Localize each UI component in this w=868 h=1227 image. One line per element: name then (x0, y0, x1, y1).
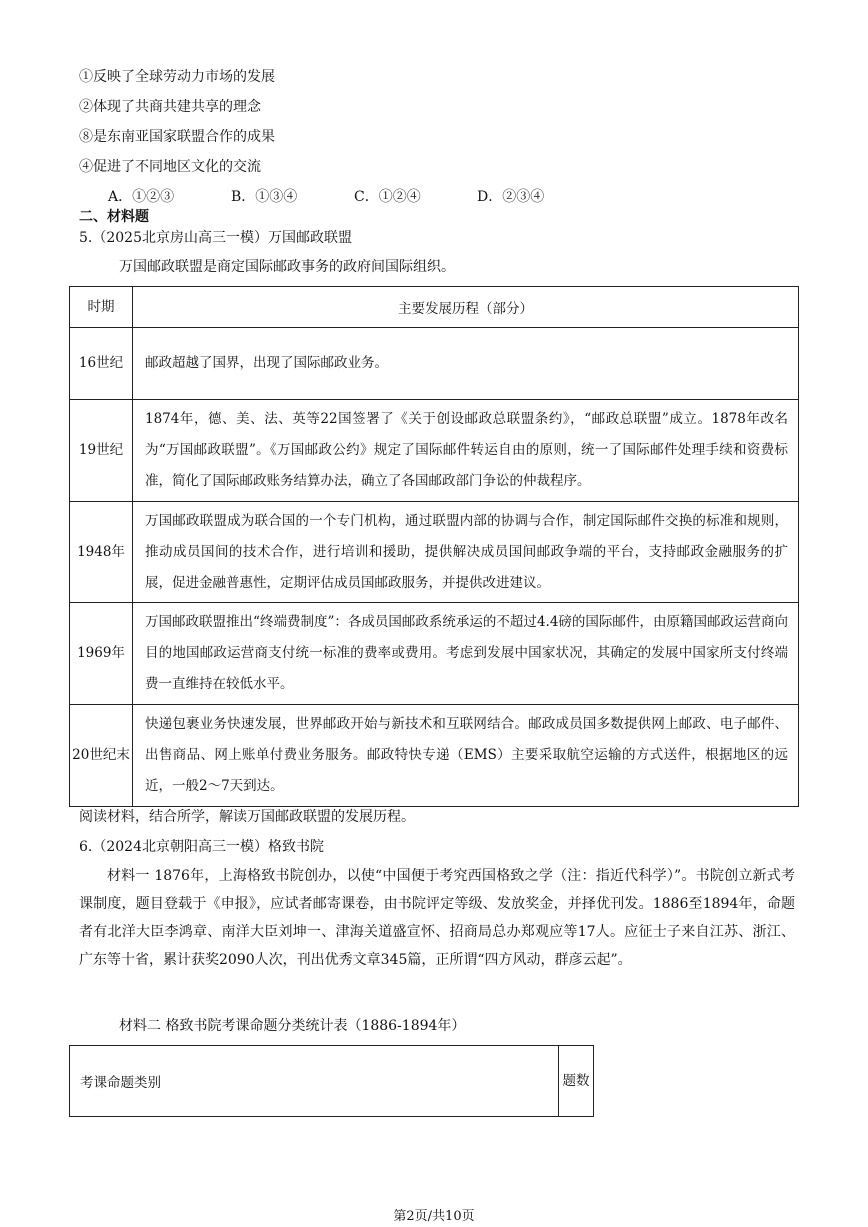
page-footer: 第2页/共10页 (393, 1209, 475, 1224)
material-one-text: 材料一 1876年，上海格致书院创办，以使“中国便于考究西国格致之学（注：指近代科学）”。书院创立新式考课制度，题目登载于《申报》，应试者邮寄课卷，由书院评定等级、发放奖金，并择优刊发。1886至1894年，命题者有北洋大臣李鸿章、南洋大臣刘坤一、津海关道盛宣怀、招商局总办郑观应等17人。应征士子来自江苏、浙江、广东等十省，累计获奖2090人次，刊出优秀文章345篇，正所谓“四方风动，群彦云起”。 (79, 868, 795, 968)
option-a[interactable]: A．①②③ (108, 189, 175, 205)
table-row (70, 502, 799, 603)
header-history: 主要发展历程（部分） (133, 287, 799, 328)
table-row (70, 705, 799, 807)
table-row (70, 328, 799, 400)
q6-title: 6.（2024北京朝阳高三一模）格致书院 (79, 839, 324, 855)
statement-4: ④促进了不同地区文化的交流 (79, 159, 261, 175)
statement-2: ②体现了共商共建共享的理念 (79, 99, 261, 115)
q6-material-one (79, 862, 795, 974)
statement-1: ①反映了全球劳动力市场的发展 (79, 69, 275, 85)
history-cell: 邮政超越了国界，出现了国际邮政业务。 (133, 328, 799, 400)
table-header-row (70, 1046, 594, 1117)
q5-intro: 万国邮政联盟是商定国际邮政事务的政府间国际组织。 (119, 259, 455, 275)
q6-material-two-title: 材料二 格致书院考课命题分类统计表（1886-1894年） (119, 1018, 466, 1034)
q5-prompt: 阅读材料，结合所学，解读万国邮政联盟的发展历程。 (79, 809, 415, 825)
header-period: 时期 (70, 287, 133, 328)
history-cell: 1874年，德、美、法、英等22国签署了《关于创设邮政总联盟条约》，“邮政总联盟”成立。1878年改名为“万国邮政联盟”。《万国邮政公约》规定了国际邮件转运自由的原则，统一了国际邮件处理手续和资费标准，简化了国际邮政账务结算办法，确立了各国邮政部门争讼的仲裁程序。 (133, 400, 799, 502)
option-d[interactable]: D．②③④ (477, 189, 545, 205)
option-b[interactable]: B．①③④ (231, 189, 298, 205)
period-cell: 20世纪末 (70, 705, 133, 807)
table-row (70, 400, 799, 502)
table-row (70, 603, 799, 705)
gezhi-statistics-table (69, 1045, 594, 1117)
header-category: 考课命题类别 (70, 1046, 559, 1117)
period-cell: 1969年 (70, 603, 133, 705)
history-cell: 万国邮政联盟成为联合国的一个专门机构，通过联盟内部的协调与合作，制定国际邮件交换的标准和规则，推动成员国间的技术合作，进行培训和援助，提供解决成员国间邮政争端的平台，支持邮政金融服务的扩展，促进金融普惠性，定期评估成员国邮政服务，并提供改进建议。 (133, 502, 799, 603)
period-cell: 19世纪 (70, 400, 133, 502)
statement-3: ⑧是东南亚国家联盟合作的成果 (79, 129, 275, 145)
period-cell: 16世纪 (70, 328, 133, 400)
period-cell: 1948年 (70, 502, 133, 603)
q5-title: 5.（2025北京房山高三一模）万国邮政联盟 (79, 230, 352, 246)
history-cell: 万国邮政联盟推出“终端费制度”：各成员国邮政系统承运的不超过4.4磅的国际邮件，由原籍国邮政运营商向目的地国邮政运营商支付统一标准的费率或费用。考虑到发展中国家状况，其确定的发展中国家所支付终端费一直维持在较低水平。 (133, 603, 799, 705)
table-header-row (70, 287, 799, 328)
history-cell: 快递包裹业务快速发展，世界邮政开始与新技术和互联网结合。邮政成员国多数提供网上邮政、电子邮件、出售商品、网上账单付费业务服务。邮政特快专递（EMS）主要采取航空运输的方式送件，根据地区的远近，一般2～7天到达。 (133, 705, 799, 807)
option-c[interactable]: C．①②④ (354, 189, 421, 205)
header-count: 题数 (559, 1046, 594, 1117)
section-heading: 二、材料题 (79, 209, 149, 225)
upu-history-table (69, 286, 799, 807)
